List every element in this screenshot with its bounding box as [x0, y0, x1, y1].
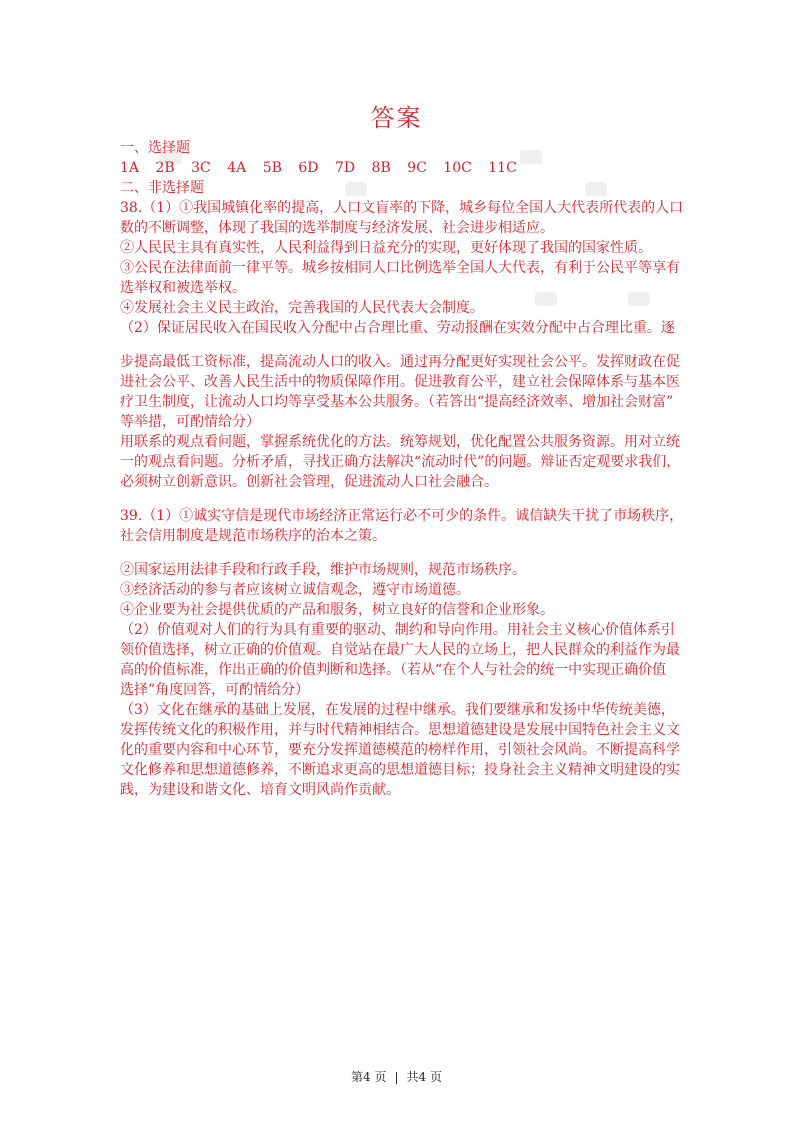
choice-answer: 6D [298, 160, 319, 176]
choice-answer: 4A [227, 160, 247, 176]
footer-separator: | [394, 1070, 399, 1084]
q38-line: 必须树立创新意识。创新社会管理，促进流动人口社会融合。 [120, 474, 498, 490]
q38-line: 等举措，可酌情给分） [120, 414, 260, 430]
q39-line: ③经济活动的参与者应该树立诚信观念，遵守市场道德。 [120, 582, 470, 598]
choice-answer: 1A [120, 160, 140, 176]
q39-line: （2）价值观对人们的行为具有重要的驱动、制约和导向作用。用社会主义核心价值体系引 [120, 622, 675, 638]
q39-line: 践，为建设和谐文化、培育文明风尚作贡献。 [120, 782, 400, 798]
q38-line: 用联系的观点看问题，掌握系统优化的方法。统筹规划，优化配置公共服务资源。用对立统 [120, 434, 680, 450]
q38-line: 步提高最低工资标准，提高流动人口的收入。通过再分配更好实现社会公平。发挥财政在促 [120, 354, 680, 370]
q39-line: 化的重要内容和中心环节，要充分发挥道德模范的榜样作用，引领社会风尚。不断提高科学 [120, 742, 680, 758]
page-total: 共4 页 [406, 1070, 442, 1084]
q38-line: 选举权和被选举权。 [120, 280, 246, 296]
q38-line: 进社会公平、改善人民生活中的物质保障作用。促进教育公平，建立社会保障体系与基本医 [120, 374, 680, 390]
q39-line: 领价值选择，树立正确的价值观。自觉站在最广大人民的立场上，把人民群众的利益作为最 [120, 642, 680, 658]
q39-line: 39.（1）①诚实守信是现代市场经济正常运行必不可少的条件。诚信缺失干扰了市场秩序， [120, 508, 684, 524]
q39-line: 发挥传统文化的积极作用，并与时代精神相结合。思想道德建设是发展中国特色社会主义文 [120, 722, 680, 738]
q38-line: ③公民在法律面前一律平等。城乡按相同人口比例选举全国人大代表，有利于公民平等享有 [120, 260, 680, 276]
q38-line: 38.（1）①我国城镇化率的提高，人口文盲率的下降，城乡每位全国人大代表所代表的人口 [120, 200, 684, 216]
choice-answer: 5B [262, 160, 282, 176]
choice-answer: 7D [334, 160, 356, 176]
section-heading-nonchoice: 二、非选择题 [120, 180, 204, 196]
answer-content [120, 138, 685, 800]
q38-line: ②人民民主具有真实性，人民利益得到日益充分的实现，更好体现了我国的国家性质。 [120, 240, 652, 256]
q38-line: （2）保证居民收入在国民收入分配中占合理比重、劳动报酬在实效分配中占合理比重。逐 [120, 320, 675, 336]
q39-line: 选择”角度回答，可酌情给分） [120, 682, 310, 698]
q39-line: 文化修养和思想道德修养，不断追求更高的思想道德目标；投身社会主义精神文明建设的实 [120, 762, 680, 778]
choice-answer: 3C [191, 160, 211, 176]
q39-line: ②国家运用法律手段和行政手段，维护市场规则，规范市场秩序。 [120, 562, 526, 578]
page-title: 答案 [370, 104, 423, 132]
page-number: 第4 页 [351, 1070, 387, 1084]
q39-line: 社会信用制度是规范市场秩序的治本之策。 [120, 528, 386, 544]
choice-answer: 9C [407, 160, 427, 176]
page-footer [0, 1068, 793, 1085]
choice-answer: 8B [371, 160, 391, 176]
choice-answers [120, 158, 685, 178]
choice-answer: 11C [488, 160, 517, 176]
q39-line: ④企业要为社会提供优质的产品和服务，树立良好的信誉和企业形象。 [120, 602, 554, 618]
q38-line: 疗卫生制度，让流动人口均等享受基本公共服务。（若答出“提高经济效率、增加社会财富” [120, 394, 674, 410]
q38-line: 数的不断调整，体现了我国的选举制度与经济发展、社会进步相适应。 [120, 220, 554, 236]
choice-answer: 2B [155, 160, 175, 176]
q38-line: 一的观点看问题。分析矛盾，寻找正确方法解决“流动时代”的问题。辩证否定观要求我们， [120, 454, 681, 470]
q39-line: （3）文化在继承的基础上发展，在发展的过程中继承。我们要继承和发扬中华传统美德， [120, 702, 675, 718]
q39-line: 高的价值标准，作出正确的价值判断和选择。（若从“在个人与社会的统一中实现正确价值 [120, 662, 667, 678]
q38-line: ④发展社会主义民主政治，完善我国的人民代表大会制度。 [120, 300, 484, 316]
section-heading-choice: 一、选择题 [120, 140, 190, 156]
choice-answer: 10C [443, 160, 472, 176]
